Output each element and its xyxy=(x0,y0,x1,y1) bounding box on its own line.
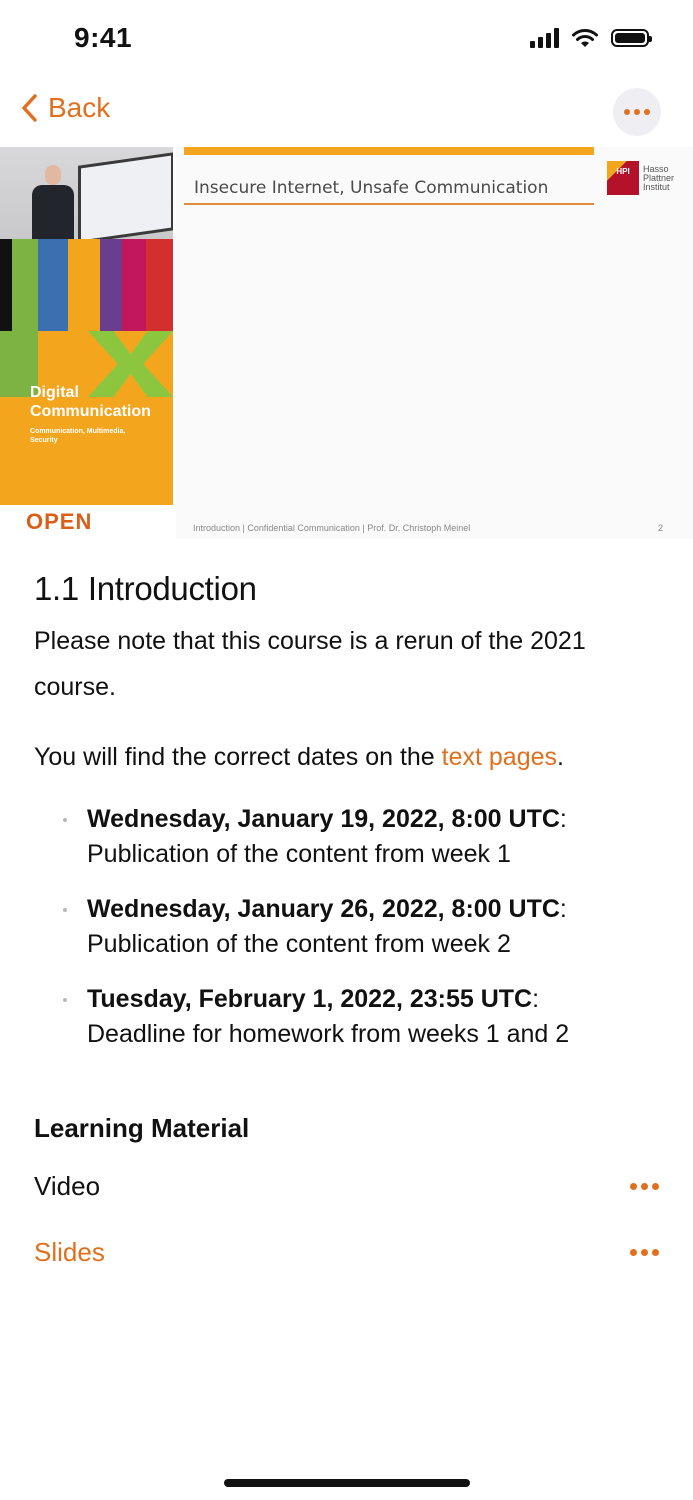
list-item: Wednesday, January 19, 2022, 8:00 UTC: Publication of the content from week 1 xyxy=(34,802,659,872)
back-button[interactable] xyxy=(20,92,110,124)
status-time: 9:41 xyxy=(74,22,133,53)
learning-material-slides[interactable] xyxy=(34,1227,659,1277)
video-player[interactable] xyxy=(0,147,693,539)
video-left-panel xyxy=(0,147,176,539)
chevron-left-icon xyxy=(20,93,38,123)
wifi-icon xyxy=(571,28,599,48)
material-label: Video xyxy=(34,1170,101,1201)
open-logo: OPEN xyxy=(26,509,93,534)
back-label: Back xyxy=(48,92,111,123)
book-subtitle: Communication, Multimedia, Security xyxy=(30,428,126,444)
slide xyxy=(180,147,693,539)
learning-material-heading: Learning Material xyxy=(34,1113,250,1143)
slide-title: Insecure Internet, Unsafe Communication xyxy=(194,178,549,198)
dates-info: You will find the correct dates on the text pages. xyxy=(34,743,564,771)
material-label: Slides xyxy=(34,1236,105,1267)
more-options-button[interactable] xyxy=(613,88,661,136)
list-item: Tuesday, February 1, 2022, 23:55 UTC: Deadline for homework from weeks 1 and 2 xyxy=(34,982,659,1052)
rerun-note: Please note that this course is a rerun of the 2021 course. xyxy=(34,627,586,701)
ellipsis-icon[interactable] xyxy=(630,1249,659,1256)
navigation-bar xyxy=(0,84,693,144)
lesson-title: 1.1 Introduction xyxy=(34,570,257,607)
home-indicator[interactable] xyxy=(224,1479,470,1487)
presenter-image xyxy=(0,147,173,239)
list-item: Wednesday, January 26, 2022, 8:00 UTC: Publication of the content from week 2 xyxy=(34,892,659,962)
hpi-logo: HPI Hasso Plattner Institut xyxy=(607,161,687,195)
battery-icon xyxy=(611,29,649,47)
ellipsis-icon xyxy=(624,109,650,115)
status-icons xyxy=(530,28,649,48)
cellular-signal-icon xyxy=(530,28,559,48)
ellipsis-icon[interactable] xyxy=(630,1183,659,1190)
learning-material-video[interactable] xyxy=(34,1161,659,1211)
slide-number: 2 xyxy=(657,523,663,533)
dates-list xyxy=(34,802,659,1052)
text-pages-link[interactable]: text pages xyxy=(441,743,558,771)
lesson-content xyxy=(34,570,659,1072)
slide-footer: Introduction | Confidential Communication | Prof. Dr. Christoph Meinel xyxy=(193,523,471,533)
status-bar xyxy=(0,0,693,80)
book-title: Digital Communication xyxy=(30,384,151,420)
